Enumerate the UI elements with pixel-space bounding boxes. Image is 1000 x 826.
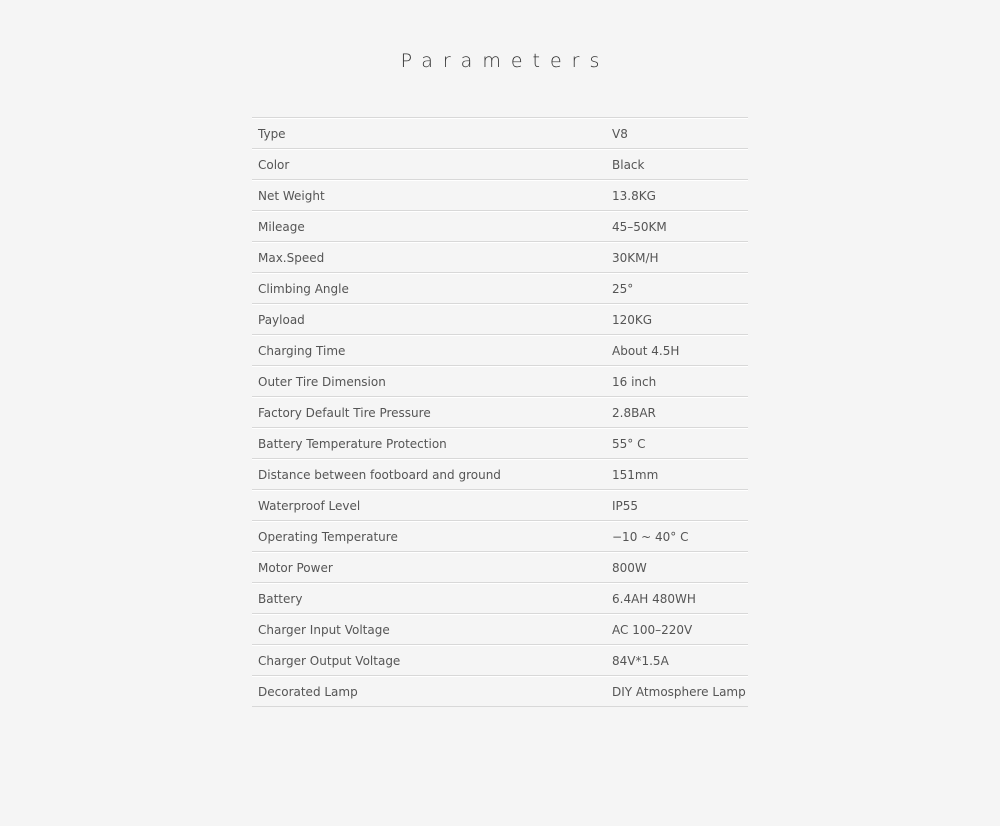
table-row [252, 676, 748, 707]
row-label: Operating Temperature [258, 529, 398, 544]
row-label: Type [258, 126, 286, 141]
row-value: Black [612, 157, 645, 172]
row-label: Color [258, 157, 290, 172]
row-value: 45–50KM [612, 219, 667, 234]
row-label: Net Weight [258, 188, 325, 203]
table-row [252, 521, 748, 552]
row-label: Payload [258, 312, 305, 327]
table-row [252, 614, 748, 645]
parameters-table [252, 117, 748, 707]
row-label: Climbing Angle [258, 281, 349, 296]
table-row [252, 242, 748, 273]
row-value: V8 [612, 126, 628, 141]
table-row [252, 552, 748, 583]
row-value: 120KG [612, 312, 653, 327]
row-label: Max.Speed [258, 250, 325, 265]
row-value: AC 100–220V [612, 622, 693, 637]
row-label: Battery [258, 591, 303, 606]
row-label: Decorated Lamp [258, 684, 358, 699]
table-row [252, 428, 748, 459]
page-title: Parameters [400, 50, 610, 72]
table-row [252, 118, 748, 149]
row-value: About 4.5H [612, 343, 680, 358]
row-label: Waterproof Level [258, 498, 361, 513]
row-value: 800W [612, 560, 647, 575]
row-label: Outer Tire Dimension [258, 374, 386, 389]
row-label: Distance between footboard and ground [258, 467, 501, 482]
table-row [252, 366, 748, 397]
table-row [252, 304, 748, 335]
row-value: DIY Atmosphere Lamp [612, 684, 746, 699]
row-value: 16 inch [612, 374, 657, 389]
row-value: 30KM/H [612, 250, 659, 265]
row-label: Charger Input Voltage [258, 622, 390, 637]
table-row [252, 180, 748, 211]
row-value: 84V*1.5A [612, 653, 669, 668]
row-value: 13.8KG [612, 188, 656, 203]
table-row [252, 645, 748, 676]
row-label: Motor Power [258, 560, 333, 575]
row-label: Charger Output Voltage [258, 653, 401, 668]
row-value: 25° [612, 281, 634, 296]
row-value: 2.8BAR [612, 405, 656, 420]
table-row [252, 490, 748, 521]
table-row [252, 335, 748, 366]
table-row [252, 459, 748, 490]
table-row [252, 583, 748, 614]
row-value: 151mm [612, 467, 659, 482]
table-row [252, 211, 748, 242]
row-label: Battery Temperature Protection [258, 436, 447, 451]
table-row [252, 397, 748, 428]
row-label: Mileage [258, 219, 305, 234]
table-row [252, 273, 748, 304]
row-value: 6.4AH 480WH [612, 591, 696, 606]
row-value: 55° C [612, 436, 646, 451]
row-value: IP55 [612, 498, 639, 513]
row-label: Factory Default Tire Pressure [258, 405, 431, 420]
table-row [252, 149, 748, 180]
row-label: Charging Time [258, 343, 346, 358]
row-value: −10 ~ 40° C [612, 529, 689, 544]
